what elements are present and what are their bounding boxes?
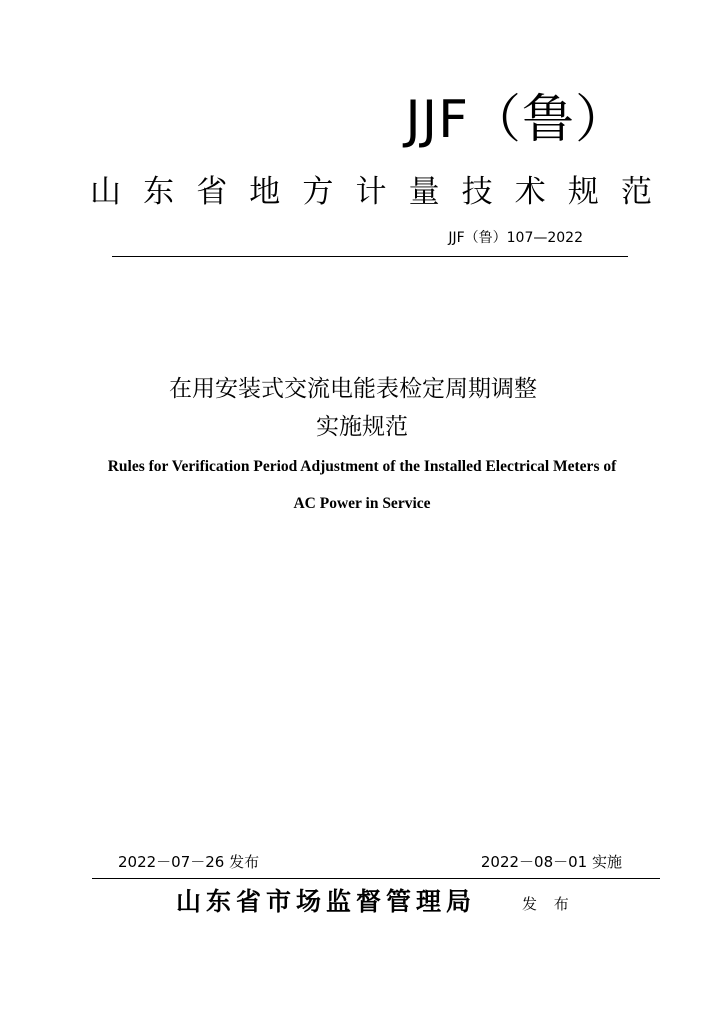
- issue-date: 2022－07－26 发布: [118, 853, 260, 871]
- series-char: 地: [249, 174, 281, 210]
- series-char: 计: [355, 174, 387, 210]
- series-char: 东: [143, 174, 175, 210]
- title-cn-line1: 在用安装式交流电能表检定周期调整: [169, 376, 537, 402]
- series-char: 方: [302, 174, 334, 210]
- series-char: 技: [461, 174, 493, 210]
- title-en-line2: AC Power in Service: [293, 495, 431, 512]
- issuer-name: 山东省市场监督管理局: [176, 887, 477, 916]
- series-char: 山: [90, 174, 121, 210]
- title-cn-line2: 实施规范: [316, 414, 408, 440]
- series-char: 省: [196, 174, 228, 210]
- top-divider: [112, 256, 628, 257]
- issue-label: 发 布: [522, 895, 575, 913]
- standard-mark: JJF（鲁）: [405, 90, 628, 150]
- bottom-divider: [92, 878, 660, 879]
- series-char: 术: [514, 174, 546, 210]
- series-title: [90, 170, 652, 214]
- document-number: JJF（鲁）107—2022: [448, 230, 583, 246]
- title-en-line1: Rules for Verification Period Adjustment of the Installed Electrical Meters of: [107, 458, 617, 475]
- series-char: 规: [567, 174, 599, 210]
- series-char: 量: [408, 174, 440, 210]
- effective-date: 2022－08－01 实施: [480, 853, 622, 871]
- series-char: 范: [620, 174, 652, 210]
